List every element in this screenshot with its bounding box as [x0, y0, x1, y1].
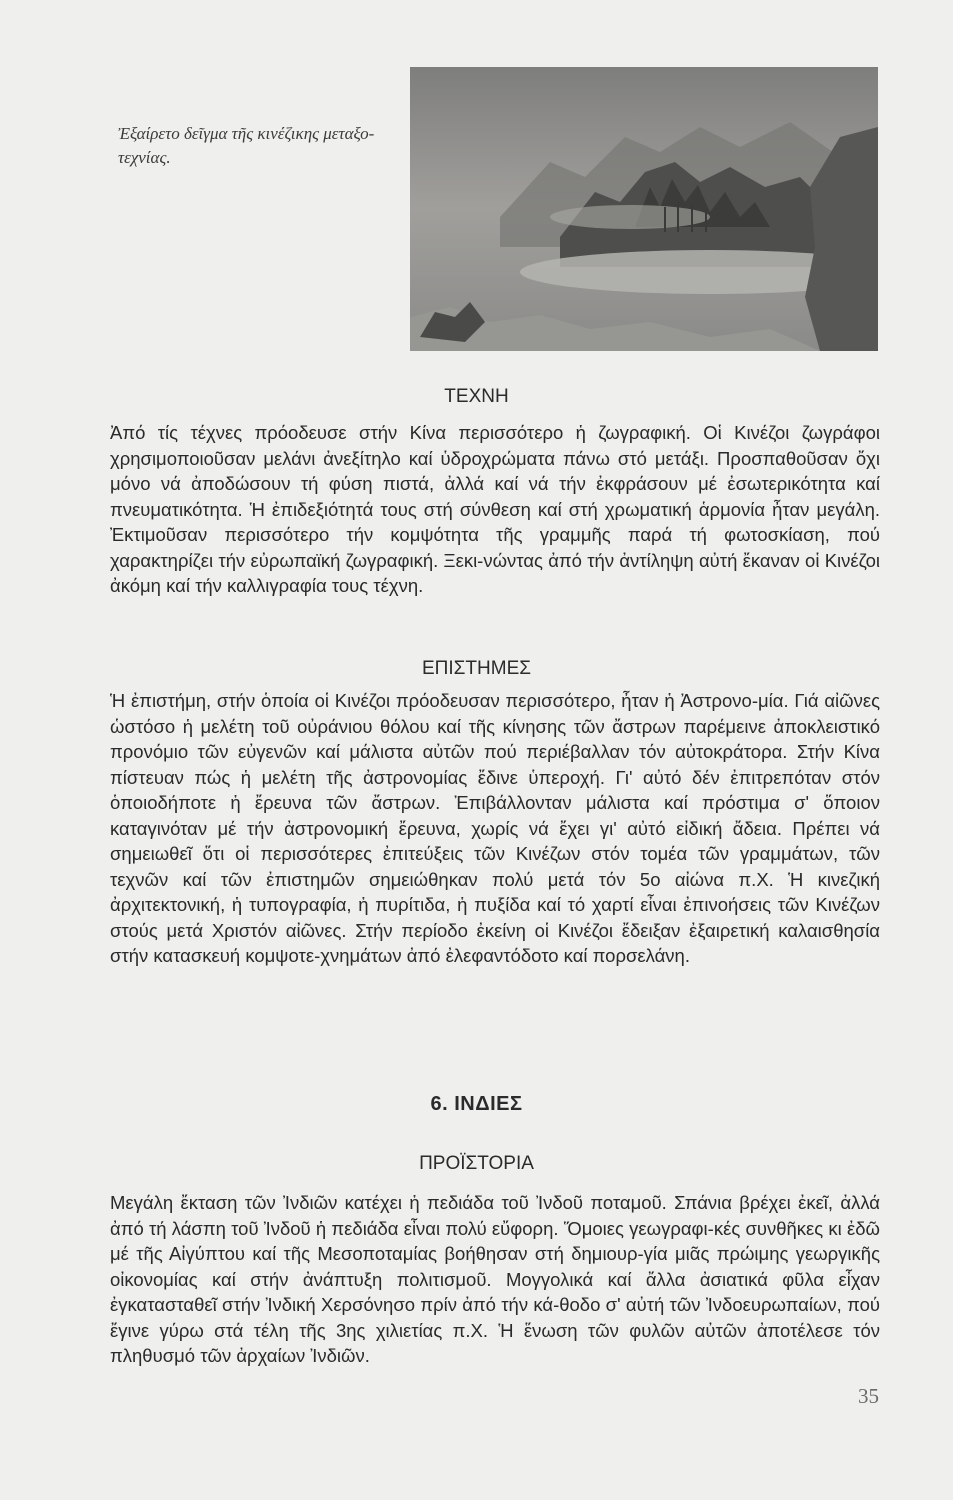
page-number: 35	[858, 1384, 879, 1408]
landscape-painting-figure	[410, 67, 878, 351]
paragraph-art: Ἀπό τίς τέχνες πρόοδευσε στήν Κίνα περισσότερο ἡ ζωγραφική. Οἱ Κινέζοι ζωγράφοι χρησιμοποιοῦσαν μελάνι ἀνεξίτηλο καί ὑδροχρώματα πάνω στό μετάξι. Προσπαθοῦσαν ὄχι μόνο νά ἀποδώσουν τή φύση πιστά, ἀλλά καί νά τήν ἐκφράσουν μέ ἐσωτερικότητα καί πνευματικότητα. Ἡ ἐπιδεξιότητά τους στή σύνθεση καί στή χρωματική ἁρμονία ἦταν μεγάλη. Ἐκτιμοῦσαν περισσότερο τήν κομψότητα τῆς γραμμῆς παρά τή φωτοσκίαση, πού χαρακτηρίζει τήν εὐρωπαϊκή ζωγραφική. Ξεκι-νώντας ἀπό τήν ἀντίληψη αὐτή ἔκαναν οἱ Κινέζοι ἀκόμη καί τήν καλλιγραφία τους τέχνη.	[110, 422, 880, 596]
landscape-painting-image	[410, 67, 878, 351]
paragraph-sciences: Ἡ ἐπιστήμη, στήν ὁποία οἱ Κινέζοι πρόοδευσαν περισσότερο, ἦταν ἡ Ἀστρονο-μία. Γιά αἰῶνες ὡστόσο ἡ μελέτη τοῦ οὐράνιου θόλου καί τῆς κίνησης τῶν ἄστρων παρέμεινε ἀποκλειστικό προνόμιο τῶν εὐγενῶν καί μάλιστα αὐτῶν πού περιέβαλλαν τόν αὐτοκράτορα. Στήν Κίνα πίστευαν πώς ἡ μελέτη τῆς ἀστρονομίας ἔδινε ὑπεροχή. Γι' αὐτό δέν ἐπιτρεπόταν στόν ὁποιοδήποτε ἡ ἔρευνα τῶν ἄστρων. Ἐπιβάλλονταν μάλιστα καί πρόστιμα σ' ὅποιον καταγινόταν μέ τήν ἀστρονομική ἔρευνα, χωρίς νά ἔχει γι' αὐτό εἰδική ἄδεια. Πρέπει νά σημειωθεῖ ὅτι οἱ περισσότερες ἐπιτεύξεις τῶν Κινέζων στόν τομέα τῶν γραμμάτων, τῶν τεχνῶν καί τῶν ἐπιστημῶν σημειώθηκαν πολύ μετά τόν 5ο αἰώνα π.Χ. Ἡ κινεζική ἀρχιτεκτονική, ἡ τυπογραφία, ἡ πυρίτιδα, ἡ πυξίδα καί τό χαρτί εἶναι ἐπινοήσεις τῶν Κινέζων στούς μετά Χριστόν αἰῶνες. Στήν περίοδο ἐκείνη οἱ Κινέζοι ἔδειξαν ἐξαιρετική καλαισθησία στήν κατασκευή κομψοτε-χνημάτων ἀπό ἐλεφαντόδοτο καί πορσελάνη.	[110, 690, 880, 966]
paragraph-prehistory: Μεγάλη ἔκταση τῶν Ἰνδιῶν κατέχει ἡ πεδιάδα τοῦ Ἰνδοῦ ποταμοῦ. Σπάνια βρέχει ἐκεῖ, ἀλλά ἀπό τή λάσπη τοῦ Ἰνδοῦ ἡ πεδιάδα εἶναι πολύ εὔφορη. Ὅμοιες γεωγραφι-κές συνθῆκες κι ἐδῶ μέ τῆς Αἰγύπτου καί τῆς Μεσοποταμίας βοήθησαν στή δημιουρ-γία μιᾶς πρώιμης γεωργικῆς οἰκονομίας καί στήν ἀνάπτυξη πολιτισμοῦ. Μογγολικά καί ἄλλα ἀσιατικά φῦλα εἶχαν ἐγκατασταθεῖ στήν Ἰνδική Χερσόνησο πρίν ἀπό τήν κά-θοδο σ' αὐτή τῶν Ἰνδοευρωπαίων, πού ἔγινε γύρω στά τέλη τῆς 3ης χιλιετίας π.Χ. Ἡ ἕνωση τῶν φυλῶν αὐτῶν ἀποτέλεσε τόν πληθυσμό τῶν ἀρχαίων Ἰνδιῶν.	[110, 1192, 880, 1366]
chapter-title-india: 6. ΙΝΔΙΕΣ	[430, 1093, 523, 1115]
section-heading-prehistory: ΠΡΟΪΣΤΟΡΙΑ	[419, 1153, 534, 1174]
section-heading-art: ΤΕΧΝΗ	[444, 386, 509, 407]
section-heading-sciences: ΕΠΙΣΤΗΜΕΣ	[422, 658, 531, 679]
figure-caption: Ἐξαίρετο δεῖγμα τῆς κινέζικης μεταξο-τεχνίας.	[118, 124, 375, 167]
